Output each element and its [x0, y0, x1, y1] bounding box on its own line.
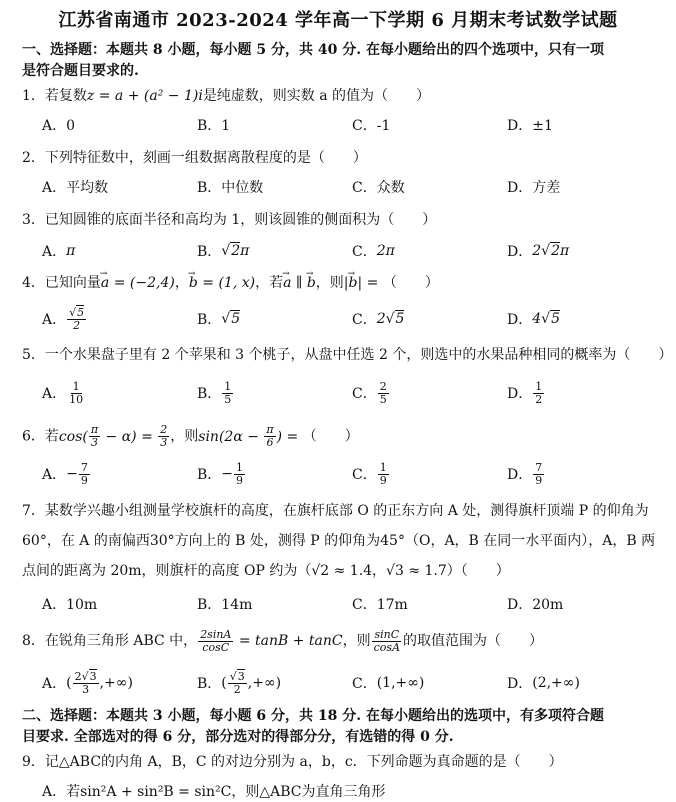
q6-target: sin(2α − $\frac{\pi}{6}$ ) =: [198, 423, 303, 449]
q5-option-d[interactable]: D． $\frac{1}{2}$: [507, 379, 543, 406]
q6-stem-c: （ ）: [302, 428, 359, 445]
q8-option-a[interactable]: A． ( $\frac{2√3}{3}$ ,+∞): [42, 669, 133, 696]
q5-option-b[interactable]: B． $\frac{1}{5}$: [197, 379, 232, 406]
q3-label-a: A．: [42, 244, 67, 260]
section-1-line-2: 是符合题目要求的.: [22, 63, 139, 79]
q4-stem-c: ，则: [315, 275, 344, 291]
q6-options: [42, 459, 662, 489]
q3-label-d: D．: [507, 244, 533, 260]
q7-option-b[interactable]: B．14m: [197, 597, 253, 613]
q8-option-d[interactable]: D． (2,+∞): [507, 675, 580, 692]
q7-line-2: 60°，在 A 的南偏西30°方向上的 B 处，测得 P 的仰角为45°（O，A，B 在同一水平面内），A，B 两: [22, 533, 656, 549]
section-2-header: [22, 706, 662, 748]
q4-stem-a: 4．已知向量: [22, 275, 101, 291]
q6-label-a: A．: [42, 467, 67, 483]
q4-label-b: B．: [197, 312, 222, 328]
q1-option-c[interactable]: C．-1: [352, 118, 391, 134]
q8-options: [42, 668, 662, 698]
q7-option-d[interactable]: D．20m: [507, 597, 564, 613]
question-6: [22, 424, 662, 449]
q4-option-b[interactable]: B． √5: [197, 311, 241, 328]
q8-label-b: B．: [197, 676, 222, 692]
question-4: 4．已知向量→ a = (−2,4)，→ b = (1, x)，若→ a ∥ → b，则|→ b| = （ ）: [22, 273, 662, 293]
q7-line-3: 点间的距离为 20m，则旗杆的高度 OP 约为（√2 ≈ 1.4，√3 ≈ 1.7）（ ）: [22, 563, 510, 579]
q8-stem-c: 的取值范围为（ ）: [403, 633, 544, 649]
q8-option-b[interactable]: B． ( $\frac{√3}{2}$ ,+∞): [197, 669, 282, 696]
q4-option-a[interactable]: A． $\frac{√5}{2}$: [42, 305, 85, 332]
q6-label-d: D．: [507, 467, 533, 483]
q5-options: [42, 378, 662, 408]
q5-option-a[interactable]: A． $\frac{1}{10}$: [42, 379, 84, 406]
question-2: 2．下列特征数中，刻画一组数据离散程度的是（ ）: [22, 150, 367, 166]
q1-formula: z = a + (a² − 1)i: [86, 88, 203, 104]
q7-option-a[interactable]: A．10m: [42, 597, 98, 613]
q9-option-a[interactable]: A．若sin²A + sin²B = sin²C，则△ABC为直角三角形: [42, 784, 386, 800]
q3-option-b[interactable]: B． √2π: [197, 243, 250, 260]
q4-label-a: A．: [42, 312, 67, 328]
q6-stem-b: ，则: [170, 428, 199, 445]
q8-option-c[interactable]: C． (1,+∞): [352, 675, 425, 692]
q8-label-d: D．: [507, 676, 533, 692]
q3-label-b: B．: [197, 244, 222, 260]
q1-option-b[interactable]: B．1: [197, 118, 231, 134]
q3-option-c[interactable]: C． 2π: [352, 243, 395, 260]
q2-option-b[interactable]: B．中位数: [197, 180, 264, 196]
q3-options: [42, 236, 662, 266]
q2-option-c[interactable]: C．众数: [352, 180, 405, 196]
section-2-line-1: 二、选择题：本题共 3 小题，每小题 6 分，共 18 分. 在每小题给出的选项中，有多项符合题: [22, 708, 604, 724]
q3-option-d[interactable]: D． 2√2π: [507, 243, 570, 260]
section-2-line-2: 目要求. 全部选对的得 6 分，部分选对的得部分分，有选错的得 0 分.: [22, 729, 454, 745]
q5-option-c[interactable]: C． $\frac{2}{5}$: [352, 379, 387, 406]
q5-label-b: B．: [197, 386, 222, 402]
q3-option-a[interactable]: A． π: [42, 243, 76, 260]
q8-label-a: A．: [42, 676, 67, 692]
q5-label-c: C．: [352, 386, 377, 402]
q3-label-c: C．: [352, 244, 377, 260]
section-1-line-1: 一、选择题：本题共 8 小题，每小题 5 分，共 40 分. 在每小题给出的四个选项中，只有一项: [22, 42, 604, 58]
q1-option-a[interactable]: A．0: [42, 118, 76, 134]
q1-stem-a: 1．若复数: [22, 88, 87, 104]
q4-label-c: C．: [352, 312, 377, 328]
section-1-header: [22, 40, 662, 82]
q8-target: $\frac{\sin C}{\cos A}$: [373, 627, 401, 654]
q1-options: [42, 110, 662, 140]
q2-option-d[interactable]: D．方差: [507, 180, 561, 196]
q4-option-c[interactable]: C． 2√5: [352, 311, 405, 328]
q6-option-a[interactable]: A． − $\frac{7}{9}$: [42, 460, 88, 487]
q2-option-a[interactable]: A．平均数: [42, 180, 109, 196]
q6-option-c[interactable]: C． $\frac{1}{9}$: [352, 460, 387, 487]
q1-option-d[interactable]: D．±1: [507, 118, 553, 134]
q5-label-a: A．: [42, 386, 67, 402]
q7-line-1: 7．某数学兴趣小组测量学校旗杆的高度，在旗杆底部 O 的正东方向 A 处，测得旗杆顶端 P 的仰角为: [22, 503, 649, 519]
q6-stem-a: 6．若: [22, 428, 59, 445]
q8-label-c: C．: [352, 676, 377, 692]
q7-option-c[interactable]: C．17m: [352, 597, 408, 613]
question-9: 9．记△ABC的内角 A，B，C 的对边分别为 a，b，c．下列命题为真命题的是（ ）: [22, 754, 563, 770]
q5-label-d: D．: [507, 386, 533, 402]
q1-stem-b: 是纯虚数，则实数 a 的值为（ ）: [202, 88, 431, 104]
q8-stem-b: ，则: [342, 633, 371, 649]
q6-option-b[interactable]: B． − $\frac{1}{9}$: [197, 460, 244, 487]
question-1: [22, 86, 662, 106]
q4-magnitude: |→ b| =: [344, 275, 383, 291]
question-5: 5．一个水果盘子里有 2 个苹果和 3 个桃子，从盘中任选 2 个，则选中的水果品种相同的概率为（ ）: [22, 347, 673, 363]
q6-label-b: B．: [197, 467, 222, 483]
question-7: [22, 496, 662, 586]
q4-stem-d: （ ）: [382, 275, 439, 291]
q4-vector-a: → a = (−2,4): [101, 275, 175, 291]
q4-option-d[interactable]: D． 4√5: [507, 311, 560, 328]
q6-option-d[interactable]: D． $\frac{7}{9}$: [507, 460, 543, 487]
page-title: 江苏省南通市 2023-2024 学年高一下学期 6 月期末考试数学试题: [58, 10, 618, 31]
q4-stem-b: ，若: [255, 275, 284, 291]
q4-options: [42, 304, 662, 334]
q6-label-c: C．: [352, 467, 377, 483]
q6-given: cos( $\frac{\pi}{3}$ − α) = $\frac{2}{3}$: [58, 423, 168, 449]
q4-label-d: D．: [507, 312, 533, 328]
question-8: [22, 628, 662, 654]
q4-vector-b: → b = (1, x): [189, 275, 255, 291]
q8-stem-a: 8．在锐角三角形 ABC 中，: [22, 633, 198, 649]
q8-given: $\frac{2\sin A}{\cos C}$ = tanB + tanC: [200, 627, 343, 654]
q4-parallel: → a ∥ → b: [283, 275, 316, 291]
q2-options: [42, 172, 662, 202]
question-3: 3．已知圆锥的底面半径和高均为 1，则该圆锥的侧面积为（ ）: [22, 212, 437, 228]
q7-options: [42, 589, 662, 619]
